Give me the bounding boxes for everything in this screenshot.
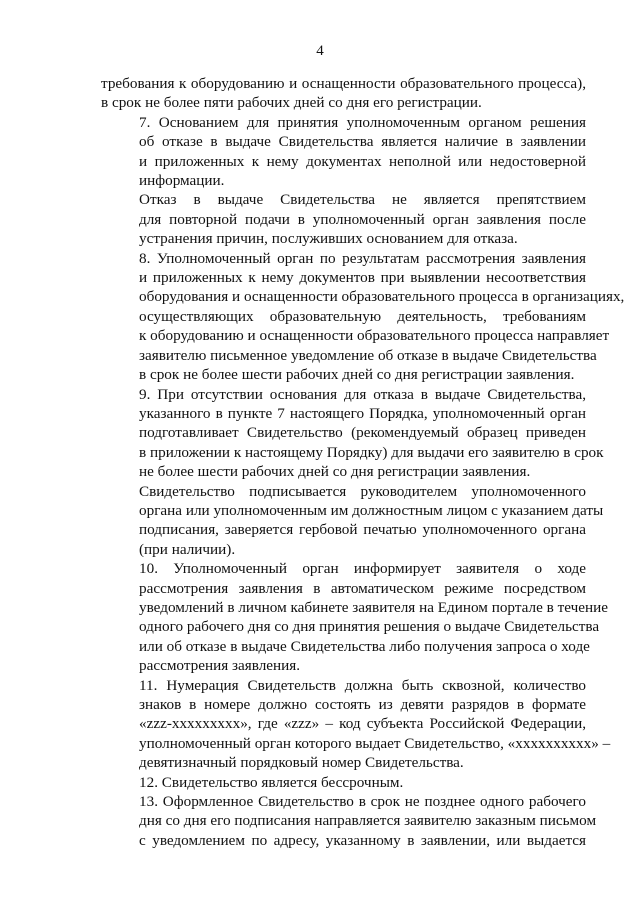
text-line: Свидетельство подписывается руководителем уполномоченного bbox=[139, 482, 586, 500]
paragraph bbox=[101, 385, 604, 482]
text-line: не более шести рабочих дней со дня регистрации заявления. bbox=[139, 463, 531, 481]
text-line: оборудования и оснащенности образовательного процесса в организациях, bbox=[139, 288, 625, 306]
paragraph bbox=[101, 773, 586, 792]
text-line: дня со дня его подписания направляется заявителю заказным письмом bbox=[139, 812, 597, 830]
text-line: или об отказе в выдаче Свидетельства либо получения запроса о ходе bbox=[139, 637, 590, 655]
text-line: подготавливает Свидетельство (рекомендуемый образец приведен bbox=[139, 424, 586, 442]
text-line: и приложенных к нему документов при выявлении несоответствия bbox=[139, 269, 586, 287]
text-line: девятизначный порядковый номер Свидетельства. bbox=[139, 754, 464, 772]
text-line: в приложении к настоящему Порядку) для выдачи его заявителю в срок bbox=[139, 443, 604, 461]
paragraph bbox=[101, 74, 586, 113]
document-body bbox=[101, 74, 625, 850]
text-line: и приложенных к нему документах неполной или недостоверной bbox=[139, 152, 586, 170]
text-line: подписания, заверяется гербовой печатью уполномоченного органа bbox=[139, 521, 586, 539]
text-line: органа или уполномоченным им должностным лицом с указанием даты bbox=[139, 501, 604, 519]
paragraph bbox=[101, 559, 608, 675]
text-line: (при наличии). bbox=[139, 540, 236, 558]
paragraph bbox=[101, 249, 625, 385]
text-line: Отказ в выдаче Свидетельства не является препятствием bbox=[139, 191, 586, 209]
text-line: рассмотрения заявления. bbox=[139, 657, 301, 675]
text-line: в срок не более пяти рабочих дней со дня его регистрации. bbox=[101, 94, 482, 112]
text-line: 13. Оформленное Свидетельство в срок не позднее одного рабочего bbox=[139, 793, 586, 811]
text-line: 11. Нумерация Свидетельств должна быть сквозной, количество bbox=[139, 676, 586, 694]
text-line: «zzz-xxxxxxxxx», где «zzz» – код субъекта Российской Федерации, bbox=[139, 715, 586, 733]
text-line: информации. bbox=[139, 172, 225, 190]
text-line: требования к оборудованию и оснащенности образовательного процесса), bbox=[101, 75, 586, 92]
paragraph bbox=[101, 792, 597, 850]
text-line: уведомлений в личном кабинете заявителя на Едином портале в течение bbox=[139, 598, 608, 616]
text-line: 8. Уполномоченный орган по результатам рассмотрения заявления bbox=[139, 249, 586, 267]
paragraph bbox=[101, 113, 586, 191]
text-line: об отказе в выдаче Свидетельства является наличие в заявлении bbox=[139, 133, 586, 151]
text-line: 9. При отсутствии основания для отказа в выдаче Свидетельства, bbox=[139, 385, 586, 403]
text-line: в срок не более шести рабочих дней со дня регистрации заявления. bbox=[139, 366, 575, 384]
text-line: знаков в номере должно состоять из девяти разрядов в формате bbox=[139, 696, 586, 713]
text-line: с уведомлением по адресу, указанному в заявлении, или выдается bbox=[139, 831, 586, 849]
page-number: 4 bbox=[316, 43, 324, 59]
text-line: указанного в пункте 7 настоящего Порядка, уполномоченный орган bbox=[139, 404, 586, 422]
text-line: одного рабочего дня со дня принятия решения о выдаче Свидетельства bbox=[139, 618, 600, 636]
paragraph bbox=[101, 676, 611, 773]
paragraph bbox=[101, 482, 604, 560]
text-line: рассмотрения заявления в автоматическом режиме посредством bbox=[139, 579, 586, 597]
text-line: к оборудованию и оснащенности образовательного процесса направляет bbox=[139, 327, 610, 345]
text-line: 7. Основанием для принятия уполномоченным органом решения bbox=[139, 113, 586, 131]
text-line: 10. Уполномоченный орган информирует заявителя о ходе bbox=[139, 560, 586, 578]
text-line: осуществляющих образовательную деятельность, требованиям bbox=[139, 307, 586, 325]
text-line: устранения причин, послуживших основанием для отказа. bbox=[139, 230, 518, 248]
paragraph bbox=[101, 190, 586, 248]
text-line: уполномоченный орган которого выдает Свидетельство, «xxxxxxxxxx» – bbox=[139, 734, 611, 752]
text-line: 12. Свидетельство является бессрочным. bbox=[139, 773, 404, 791]
text-line: для повторной подачи в уполномоченный орган заявления после bbox=[139, 210, 586, 228]
text-line: заявителю письменное уведомление об отказе в выдаче Свидетельства bbox=[139, 346, 597, 364]
